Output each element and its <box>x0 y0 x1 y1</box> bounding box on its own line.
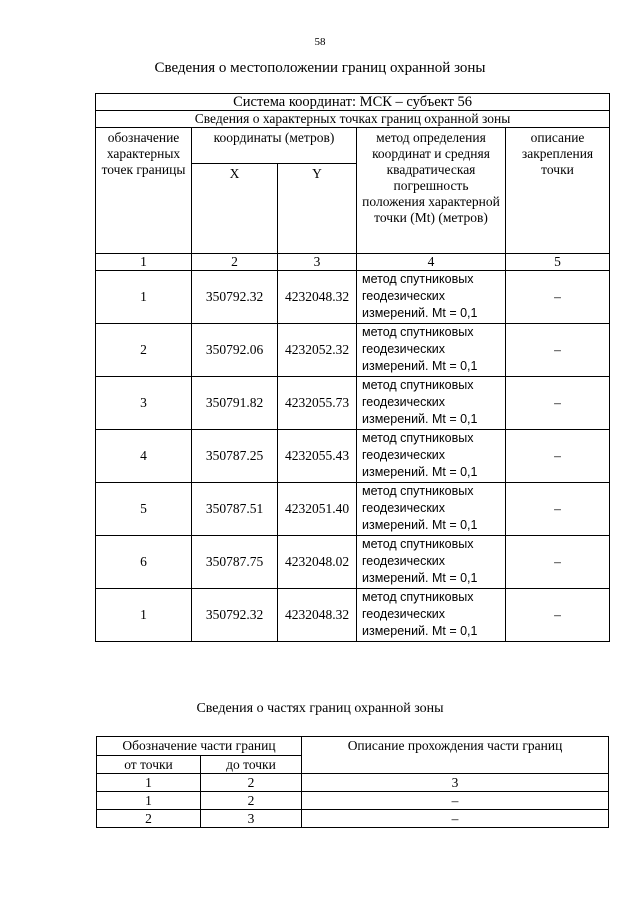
part-row <box>97 792 609 810</box>
description-cell: – <box>506 430 610 483</box>
method-cell: метод спутниковых геодезических измерений. Mt = 0,1 <box>357 483 506 536</box>
part-description-header: Описание прохождения части границ <box>302 737 609 774</box>
point-number-cell: 3 <box>96 377 192 430</box>
coordinate-row <box>96 271 610 324</box>
y-coordinate-cell: 4232055.43 <box>278 430 357 483</box>
column-number-row <box>96 254 610 271</box>
description-cell: – <box>506 377 610 430</box>
description-cell: – <box>506 271 610 324</box>
coordinates-table <box>95 93 610 642</box>
page-number: 58 <box>314 36 326 48</box>
column-number: 2 <box>192 254 278 271</box>
point-designation-header: обозначение характерных точек границы <box>96 128 192 254</box>
coordinate-row <box>96 536 610 589</box>
from-point-header: от точки <box>97 756 201 774</box>
description-header: описание закрепления точки <box>506 128 610 254</box>
part-description-cell: – <box>302 792 609 810</box>
part-row <box>97 810 609 828</box>
column-number: 1 <box>96 254 192 271</box>
method-cell: метод спутниковых геодезических измерений. Mt = 0,1 <box>357 377 506 430</box>
coordinate-row <box>96 430 610 483</box>
x-coordinate-cell: 350792.32 <box>192 589 278 642</box>
method-header: метод определения координат и средняя квадратическая погрешность положения характерной точки (Mt) (метров) <box>357 128 506 254</box>
method-cell: метод спутниковых геодезических измерений. Mt = 0,1 <box>357 271 506 324</box>
method-cell: метод спутниковых геодезических измерений. Mt = 0,1 <box>357 589 506 642</box>
x-coordinate-cell: 350792.32 <box>192 271 278 324</box>
coordinate-row <box>96 324 610 377</box>
point-number-cell: 6 <box>96 536 192 589</box>
part-row <box>97 774 609 792</box>
method-cell: метод спутниковых геодезических измерений. Mt = 0,1 <box>357 324 506 377</box>
y-coordinate-cell: 4232048.32 <box>278 589 357 642</box>
column-number: 3 <box>278 254 357 271</box>
method-cell: метод спутниковых геодезических измерений. Mt = 0,1 <box>357 430 506 483</box>
column-number: 4 <box>357 254 506 271</box>
y-coordinate-cell: 4232055.73 <box>278 377 357 430</box>
document-title: Сведения о местоположении границ охранной зоны <box>154 60 486 76</box>
from-point-cell: 2 <box>97 810 201 828</box>
x-coordinate-cell: 350791.82 <box>192 377 278 430</box>
part-description-cell: 3 <box>302 774 609 792</box>
to-point-cell: 2 <box>201 792 302 810</box>
x-coordinate-cell: 350787.75 <box>192 536 278 589</box>
x-header: X <box>192 164 278 254</box>
point-number-cell: 1 <box>96 271 192 324</box>
to-point-cell: 3 <box>201 810 302 828</box>
coordinate-row <box>96 589 610 642</box>
description-cell: – <box>506 589 610 642</box>
points-subtitle-header: Сведения о характерных точках границ охранной зоны <box>96 111 610 128</box>
x-coordinate-cell: 350787.25 <box>192 430 278 483</box>
coordinate-row <box>96 483 610 536</box>
method-cell: метод спутниковых геодезических измерений. Mt = 0,1 <box>357 536 506 589</box>
x-coordinate-cell: 350787.51 <box>192 483 278 536</box>
coordinate-row <box>96 377 610 430</box>
point-number-cell: 2 <box>96 324 192 377</box>
y-header: Y <box>278 164 357 254</box>
x-coordinate-cell: 350792.06 <box>192 324 278 377</box>
to-point-header: до точки <box>201 756 302 774</box>
description-cell: – <box>506 536 610 589</box>
y-coordinate-cell: 4232052.32 <box>278 324 357 377</box>
y-coordinate-cell: 4232051.40 <box>278 483 357 536</box>
parts-section-title: Сведения о частях границ охранной зоны <box>196 701 444 716</box>
point-number-cell: 1 <box>96 589 192 642</box>
point-number-cell: 5 <box>96 483 192 536</box>
part-description-cell: – <box>302 810 609 828</box>
coordinates-header: координаты (метров) <box>192 128 357 164</box>
column-number: 5 <box>506 254 610 271</box>
y-coordinate-cell: 4232048.02 <box>278 536 357 589</box>
part-designation-header: Обозначение части границ <box>97 737 302 756</box>
description-cell: – <box>506 483 610 536</box>
parts-table <box>96 736 609 828</box>
from-point-cell: 1 <box>97 774 201 792</box>
description-cell: – <box>506 324 610 377</box>
point-number-cell: 4 <box>96 430 192 483</box>
coordinate-system-header: Система координат: МСК – субъект 56 <box>96 94 610 111</box>
y-coordinate-cell: 4232048.32 <box>278 271 357 324</box>
from-point-cell: 1 <box>97 792 201 810</box>
to-point-cell: 2 <box>201 774 302 792</box>
